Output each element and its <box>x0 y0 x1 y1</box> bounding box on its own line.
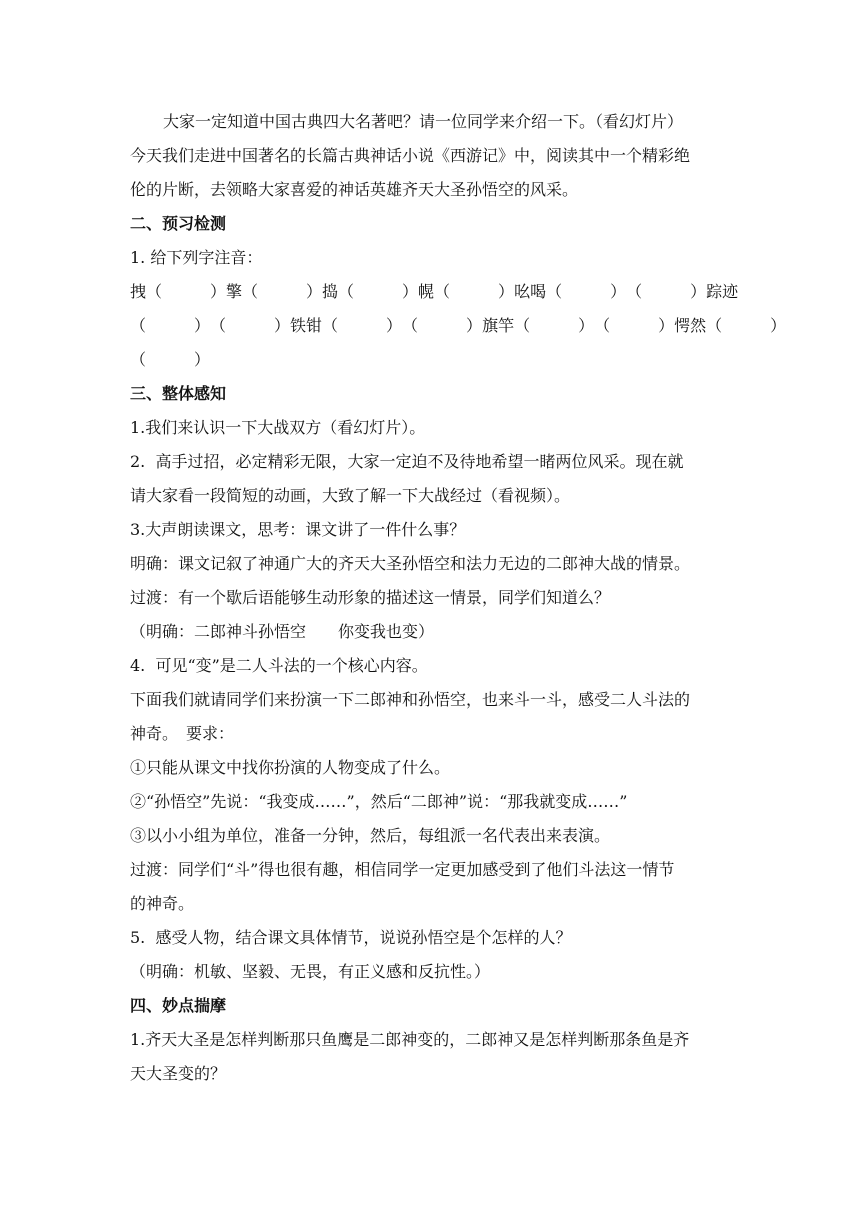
pinyin-item: 拽（ ） <box>130 282 227 301</box>
pinyin-item: 愕然（ ） <box>674 316 787 335</box>
paragraph: ③以小小组为单位，准备一分钟，然后，每组派一名代表出来表演。 <box>130 826 611 845</box>
pinyin-item: 吆喝（ ） <box>514 282 627 301</box>
paragraph: 2. 高手过招，必定精彩无限，大家一定迫不及待地希望一睹两位风采。现在就 <box>130 452 684 471</box>
paragraph: 下面我们就请同学们来扮演一下二郎神和孙悟空，也来斗一斗，感受二人斗法的 <box>130 690 691 709</box>
pinyin-item: （ ） <box>594 316 675 335</box>
pinyin-item: 幌（ ） <box>418 282 515 301</box>
pinyin-item: 铁钳（ ） <box>290 316 403 335</box>
pinyin-item: 擎（ ） <box>226 282 323 301</box>
pinyin-question: 1. 给下列字注音： <box>130 248 263 267</box>
paragraph: 1.齐天大圣是怎样判断那只鱼鹰是二郎神变的，二郎神又是怎样判断那条鱼是齐 <box>130 1030 690 1049</box>
paragraph: 5. 感受人物，结合课文具体情节，说说孙悟空是个怎样的人？ <box>130 928 572 947</box>
pinyin-item: （ ） <box>210 316 291 335</box>
pinyin-row-2 <box>130 309 787 343</box>
pinyin-item: 捣（ ） <box>322 282 419 301</box>
paragraph: 过渡：有一个歇后语能够生动形象的描述这一情景，同学们知道么？ <box>130 588 611 607</box>
paragraph: （明确：二郎神斗孙悟空 你变我也变） <box>130 622 435 641</box>
paragraph: 过渡：同学们“斗”得也很有趣，相信同学一定更加感受到了他们斗法这一情节 <box>130 860 675 879</box>
paragraph: （明确：机敏、坚毅、无畏，有正义感和反抗性。） <box>130 962 491 981</box>
pinyin-row-1 <box>130 275 739 309</box>
paragraph: 的神奇。 <box>130 894 195 913</box>
section-4-heading: 四、妙点揣摩 <box>130 996 227 1015</box>
section-3-heading: 三、整体感知 <box>130 384 227 403</box>
intro-line-3: 伦的片断，去领略大家喜爱的神话英雄齐天大圣孙悟空的风采。 <box>130 180 579 199</box>
pinyin-row-3: （ ） <box>130 350 211 369</box>
paragraph: 天大圣变的？ <box>130 1064 227 1083</box>
pinyin-item: （ ） <box>402 316 483 335</box>
paragraph: 神奇。 要求： <box>130 724 235 743</box>
paragraph: 明确：课文记叙了神通广大的齐天大圣孙悟空和法力无边的二郎神大战的情景。 <box>130 554 691 573</box>
paragraph: 4. 可见“变”是二人斗法的一个核心内容。 <box>130 656 428 675</box>
pinyin-item: 旗竿（ ） <box>482 316 595 335</box>
pinyin-item: 踪迹 <box>706 282 739 301</box>
paragraph: ①只能从课文中找你扮演的人物变成了什么。 <box>130 758 451 777</box>
pinyin-item: （ ） <box>626 282 707 301</box>
intro-line-2: 今天我们走进中国著名的长篇古典神话小说《西游记》中，阅读其中一个精彩绝 <box>130 146 691 165</box>
paragraph: 1.我们来认识一下大战双方（看幻灯片）。 <box>130 418 426 437</box>
paragraph: 请大家看一段简短的动画，大致了解一下大战经过（看视频）。 <box>130 486 571 505</box>
paragraph: ②“孙悟空”先说：“我变成……”，然后“二郎神”说：“那我就变成……” <box>130 792 628 811</box>
document-page <box>130 105 787 1091</box>
paragraph: 3.大声朗读课文，思考：课文讲了一件什么事？ <box>130 520 466 539</box>
section-2-heading: 二、预习检测 <box>130 214 227 233</box>
pinyin-item: （ ） <box>130 316 211 335</box>
intro-line-1: 大家一定知道中国古典四大名著吧？请一位同学来介绍一下。（看幻灯片） <box>163 112 684 131</box>
